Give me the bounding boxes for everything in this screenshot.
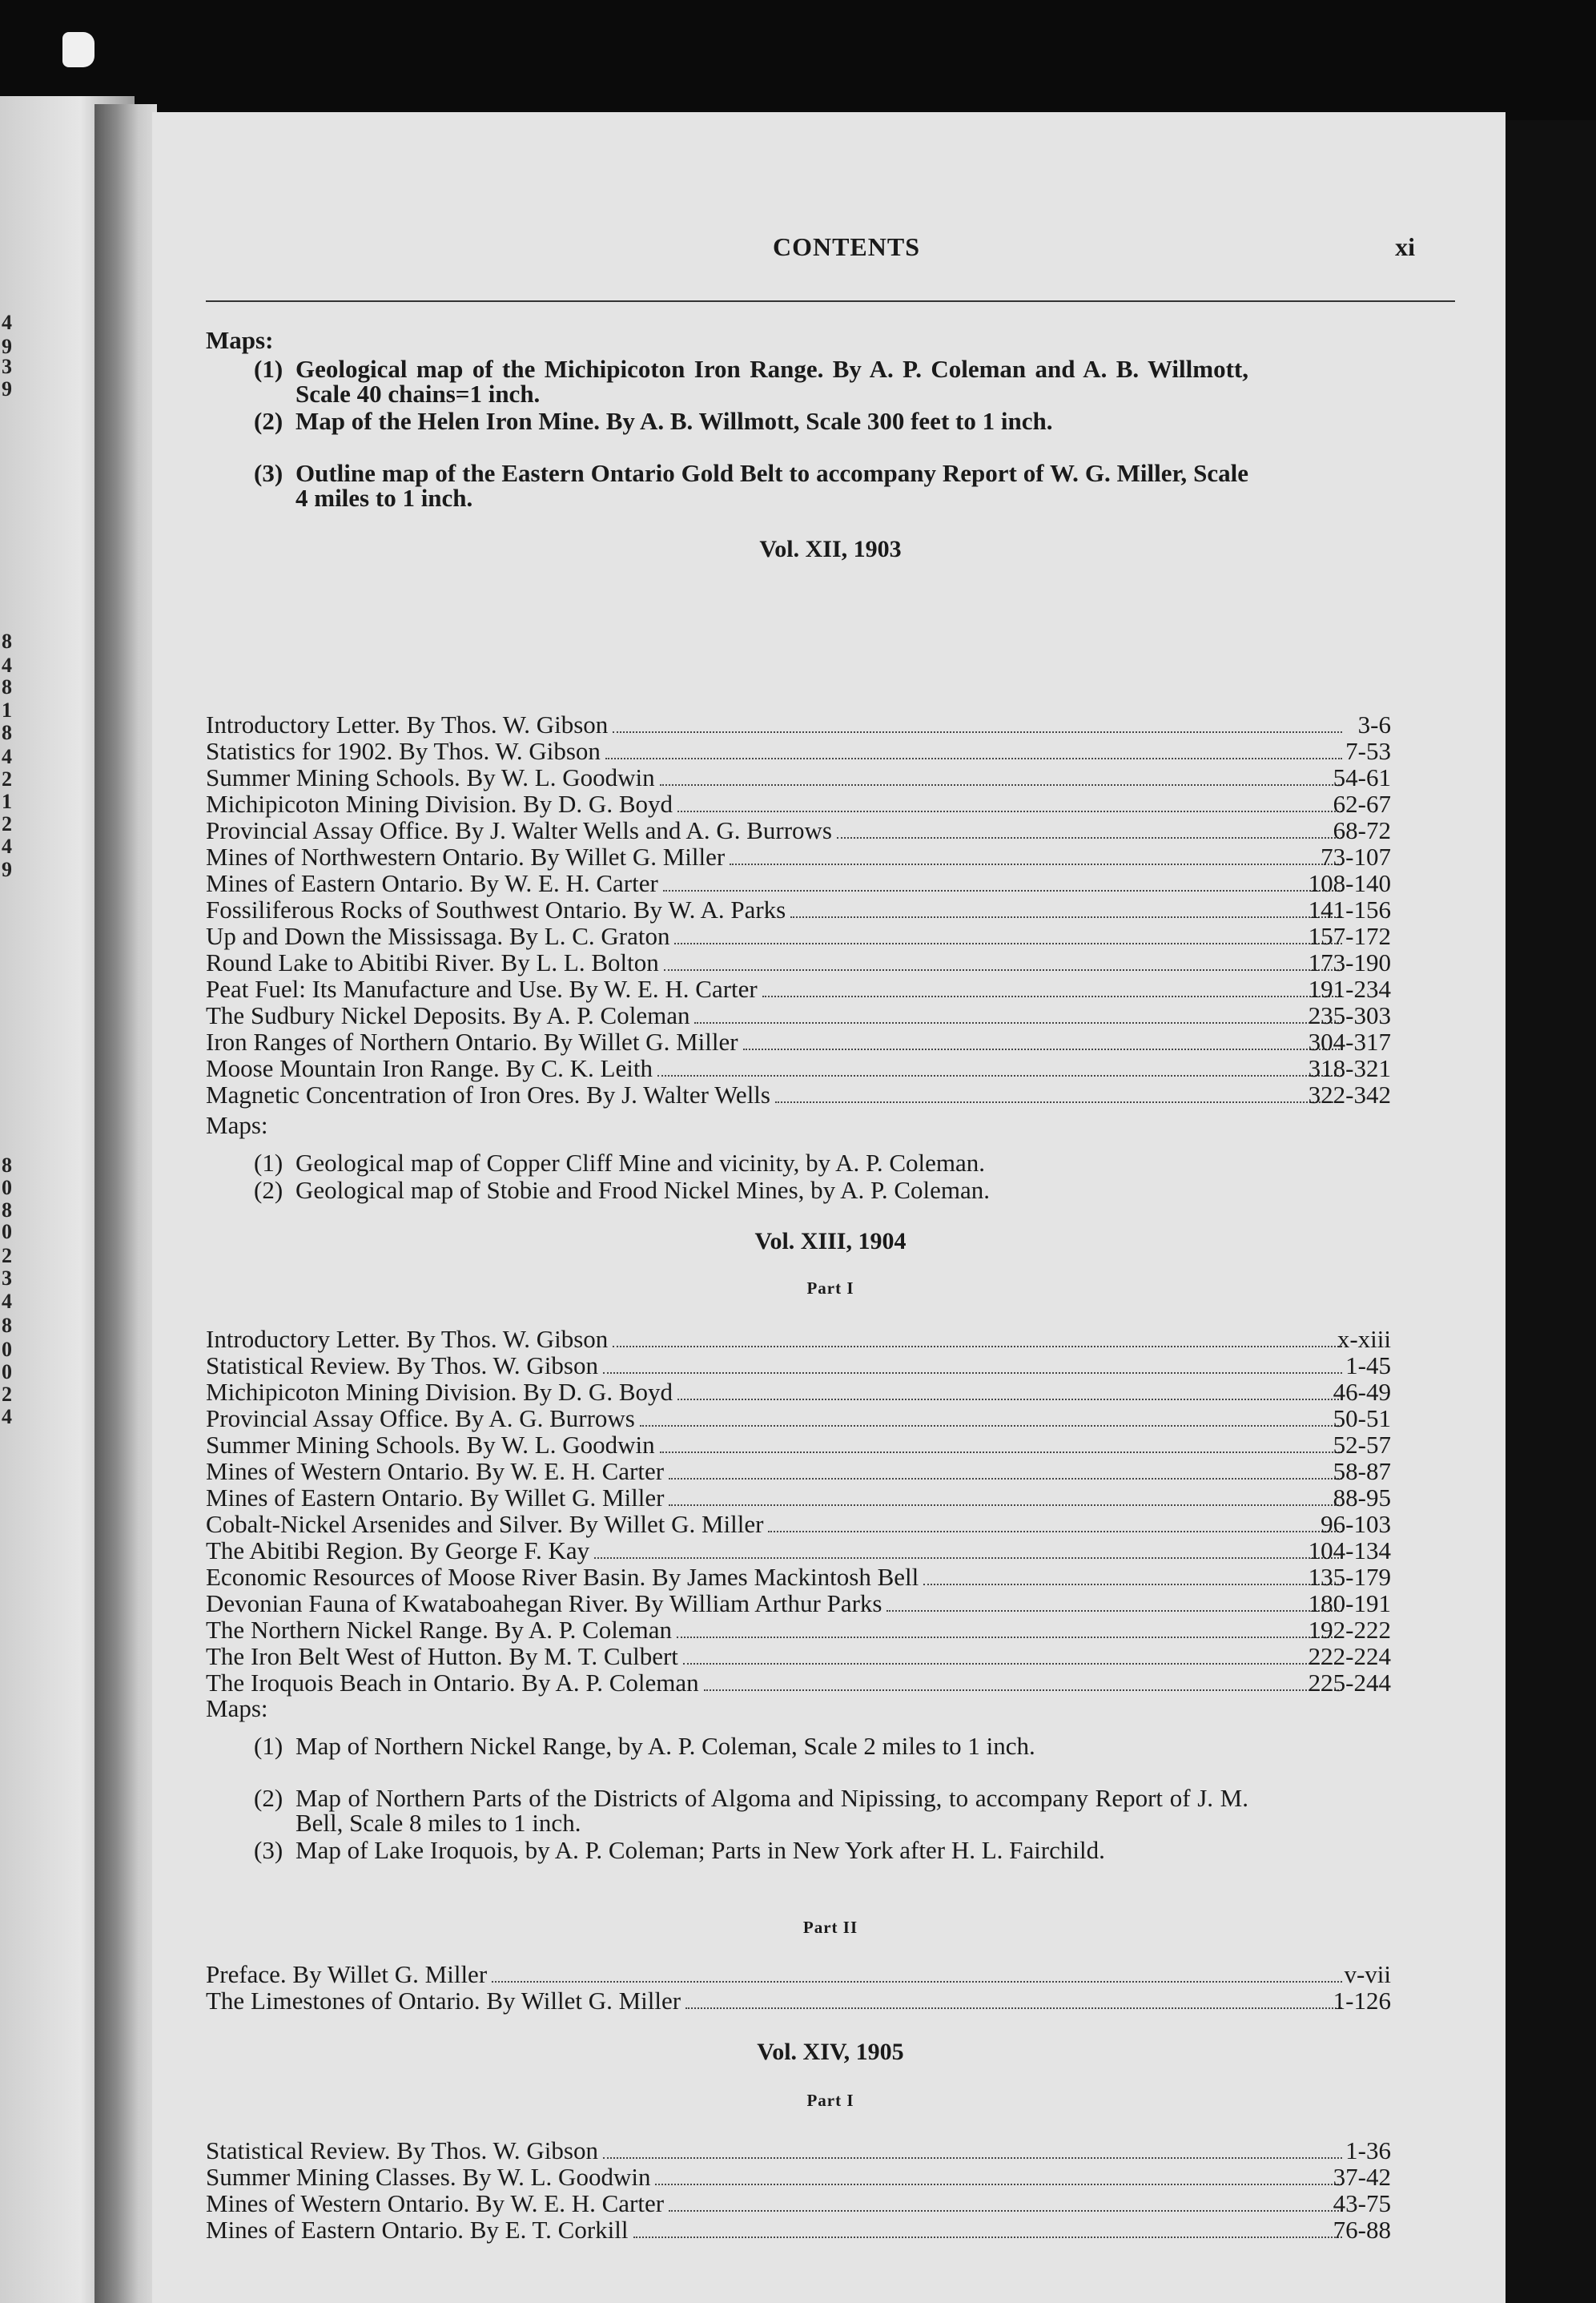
entry-title: The Abitibi Region. By George F. Kay bbox=[206, 1536, 590, 1564]
margin-char: 4 bbox=[2, 311, 12, 334]
entry-pages: 180-191 bbox=[1308, 1589, 1391, 1617]
entry-pages: 62-67 bbox=[1333, 790, 1391, 818]
maps-label: Maps: bbox=[206, 1694, 268, 1722]
margin-char: 8 bbox=[2, 1314, 12, 1337]
entry-pages: 52-57 bbox=[1333, 1431, 1391, 1459]
entry-title: Introductory Letter. By Thos. W. Gibson bbox=[206, 711, 609, 739]
entry-title: The Limestones of Ontario. By Willet G. Miller bbox=[206, 1987, 681, 2015]
toc-entry bbox=[206, 1987, 1391, 2015]
entry-title: Introductory Letter. By Thos. W. Gibson bbox=[206, 1325, 609, 1353]
toc-entry bbox=[206, 763, 1391, 791]
toc-entry bbox=[206, 1351, 1391, 1379]
entry-pages: 318-321 bbox=[1308, 1054, 1391, 1082]
entry-pages: 73-107 bbox=[1321, 843, 1391, 871]
entry-pages: 37-42 bbox=[1333, 2163, 1391, 2191]
dot-leader bbox=[633, 2217, 1343, 2238]
toc-entry bbox=[206, 1001, 1391, 1029]
entry-title: Statistical Review. By Thos. W. Gibson bbox=[206, 1351, 598, 1379]
dot-leader bbox=[669, 1485, 1342, 1506]
entry-pages: 1-126 bbox=[1333, 1987, 1391, 2015]
dot-leader bbox=[492, 1962, 1342, 1983]
dot-leader bbox=[613, 712, 1342, 733]
margin-char: 3 bbox=[2, 355, 12, 378]
toc-entry bbox=[206, 843, 1391, 871]
margin-char: 4 bbox=[2, 654, 12, 677]
entry-title: Mines of Eastern Ontario. By Willet G. Miller bbox=[206, 1484, 665, 1512]
dot-leader bbox=[640, 1406, 1342, 1427]
entry-pages: 222-224 bbox=[1308, 1642, 1391, 1670]
maps-label: Maps: bbox=[206, 326, 274, 354]
book-spine bbox=[94, 104, 157, 2303]
map-item: (3) Map of Lake Iroquois, by A. P. Coleman; Parts in New York after H. L. Fairchild. bbox=[254, 1836, 1105, 1864]
toc-entry bbox=[206, 1642, 1391, 1670]
dot-leader bbox=[685, 1988, 1342, 2009]
entry-pages: 46-49 bbox=[1333, 1378, 1391, 1406]
margin-char: 1 bbox=[2, 790, 12, 813]
entry-title: Mines of Eastern Ontario. By W. E. H. Carter bbox=[206, 869, 658, 897]
toc-entry bbox=[206, 1378, 1391, 1406]
dot-leader bbox=[674, 924, 1342, 944]
toc-entry bbox=[206, 790, 1391, 818]
entry-title: Fossiliferous Rocks of Southwest Ontario. By W. A. Parks bbox=[206, 896, 786, 924]
dot-leader bbox=[694, 1003, 1342, 1024]
margin-char: 8 bbox=[2, 675, 12, 699]
entry-title: Statistics for 1902. By Thos. W. Gibson bbox=[206, 737, 601, 765]
part-heading: Part II bbox=[802, 1918, 858, 1937]
toc-entry bbox=[206, 1563, 1391, 1591]
entry-pages: 7-53 bbox=[1345, 737, 1391, 765]
entry-title: Provincial Assay Office. By J. Walter Wells and A. G. Burrows bbox=[206, 816, 832, 844]
entry-pages: 1-45 bbox=[1345, 1351, 1391, 1379]
margin-char: 0 bbox=[2, 1338, 12, 1361]
dot-leader bbox=[669, 2191, 1342, 2212]
entry-pages: 104-134 bbox=[1308, 1536, 1391, 1564]
entry-title: Economic Resources of Moose River Basin. By James Mackintosh Bell bbox=[206, 1563, 919, 1591]
entry-title: Magnetic Concentration of Iron Ores. By J. Walter Wells bbox=[206, 1081, 770, 1109]
entry-title: The Northern Nickel Range. By A. P. Coleman bbox=[206, 1616, 673, 1644]
margin-char: 0 bbox=[2, 1176, 12, 1199]
dot-leader bbox=[762, 976, 1342, 997]
toc-entry bbox=[206, 1484, 1391, 1512]
entry-pages: 68-72 bbox=[1333, 816, 1391, 844]
map-item: (2) Map of the Helen Iron Mine. By A. B. Willmott, Scale 300 feet to 1 inch. bbox=[254, 407, 1053, 435]
toc-entry bbox=[206, 1054, 1391, 1082]
entry-pages: 88-95 bbox=[1333, 1484, 1391, 1512]
entry-pages: 58-87 bbox=[1333, 1457, 1391, 1485]
toc-entry bbox=[206, 711, 1391, 739]
dot-leader bbox=[677, 791, 1342, 812]
entry-title: The Iron Belt West of Hutton. By M. T. Culbert bbox=[206, 1642, 678, 1670]
page-header bbox=[206, 232, 1455, 264]
entry-title: Statistical Review. By Thos. W. Gibson bbox=[206, 2136, 598, 2164]
toc-entry bbox=[206, 1431, 1391, 1459]
entry-pages: 225-244 bbox=[1308, 1669, 1391, 1697]
entry-pages: 76-88 bbox=[1333, 2216, 1391, 2244]
entry-title: Mines of Eastern Ontario. By E. T. Corkill bbox=[206, 2216, 629, 2244]
entry-title: Round Lake to Abitibi River. By L. L. Bolton bbox=[206, 948, 659, 976]
toc-entry bbox=[206, 922, 1391, 950]
margin-char: 9 bbox=[2, 377, 12, 401]
dot-leader bbox=[677, 1617, 1342, 1638]
toc-entry bbox=[206, 896, 1391, 924]
entry-pages: 1-36 bbox=[1345, 2136, 1391, 2164]
margin-char: 2 bbox=[2, 1383, 12, 1406]
entry-title: Peat Fuel: Its Manufacture and Use. By W. E. H. Carter bbox=[206, 975, 758, 1003]
map-item: (1) Geological map of Copper Cliff Mine and vicinity, by A. P. Coleman. bbox=[254, 1149, 985, 1177]
dot-leader bbox=[603, 1353, 1342, 1374]
dot-leader bbox=[730, 844, 1342, 865]
entry-title: Michipicoton Mining Division. By D. G. Boyd bbox=[206, 790, 673, 818]
entry-title: Summer Mining Classes. By W. L. Goodwin bbox=[206, 2163, 651, 2191]
dot-leader bbox=[704, 1670, 1342, 1691]
dot-leader bbox=[594, 1538, 1342, 1559]
margin-char: 2 bbox=[2, 767, 12, 791]
margin-char: 4 bbox=[2, 745, 12, 768]
dot-leader bbox=[775, 1082, 1342, 1103]
toc-entry bbox=[206, 1028, 1391, 1056]
toc-entry bbox=[206, 2163, 1391, 2191]
margin-char: 1 bbox=[2, 699, 12, 722]
entry-title: The Sudbury Nickel Deposits. By A. P. Coleman bbox=[206, 1001, 690, 1029]
margin-char: 9 bbox=[2, 335, 12, 358]
dot-leader bbox=[660, 765, 1342, 786]
entry-pages: 108-140 bbox=[1308, 869, 1391, 897]
dot-leader bbox=[837, 818, 1342, 839]
volume-heading: Vol. XII, 1903 bbox=[759, 536, 902, 562]
toc-entry bbox=[206, 975, 1391, 1003]
map-item: (2) Map of Northern Parts of the Districts of Algoma and Nipissing, to accompany Report of J. M. Bell, Scale 8 miles to 1 inch. bbox=[254, 1784, 1248, 1837]
header-rule bbox=[206, 300, 1455, 302]
margin-char: 9 bbox=[2, 858, 12, 881]
margin-char: 2 bbox=[2, 812, 12, 835]
entry-pages: 173-190 bbox=[1308, 948, 1391, 976]
margin-char: 3 bbox=[2, 1266, 12, 1290]
scan-mark bbox=[62, 32, 94, 67]
contents-page bbox=[152, 112, 1506, 2303]
entry-pages: 235-303 bbox=[1308, 1001, 1391, 1029]
margin-char: 4 bbox=[2, 835, 12, 858]
entry-title: Moose Mountain Iron Range. By C. K. Leith bbox=[206, 1054, 653, 1082]
dot-leader bbox=[655, 2164, 1342, 2185]
entry-pages: 3-6 bbox=[1357, 711, 1391, 739]
margin-char: 8 bbox=[2, 630, 12, 653]
dot-leader bbox=[669, 1459, 1342, 1480]
entry-title: Up and Down the Mississaga. By L. C. Graton bbox=[206, 922, 670, 950]
toc-entry bbox=[206, 1510, 1391, 1538]
dot-leader bbox=[768, 1512, 1342, 1532]
dot-leader bbox=[657, 1056, 1342, 1077]
dot-leader bbox=[743, 1029, 1342, 1050]
entry-title: Mines of Northwestern Ontario. By Willet G. Miller bbox=[206, 843, 726, 871]
page-title: CONTENTS bbox=[772, 232, 921, 261]
map-item: (1) Map of Northern Nickel Range, by A. P. Coleman, Scale 2 miles to 1 inch. bbox=[254, 1732, 1035, 1760]
margin-char: 0 bbox=[2, 1220, 12, 1243]
margin-char: 8 bbox=[2, 1198, 12, 1222]
entry-title: Devonian Fauna of Kwataboahegan River. By William Arthur Parks bbox=[206, 1589, 882, 1617]
margin-char: 4 bbox=[2, 1405, 12, 1428]
toc-entry bbox=[206, 2136, 1391, 2164]
toc-entry bbox=[206, 2216, 1391, 2244]
entry-pages: 96-103 bbox=[1321, 1510, 1391, 1538]
toc-entry bbox=[206, 1081, 1391, 1109]
entry-title: Mines of Western Ontario. By W. E. H. Carter bbox=[206, 1457, 665, 1485]
entry-pages: 50-51 bbox=[1333, 1404, 1391, 1432]
toc-entry bbox=[206, 816, 1391, 844]
toc-entry bbox=[206, 1960, 1391, 1988]
entry-title: The Iroquois Beach in Ontario. By A. P. Coleman bbox=[206, 1669, 699, 1697]
volume-heading: Vol. XIII, 1904 bbox=[754, 1228, 907, 1254]
entry-pages: 304-317 bbox=[1308, 1028, 1391, 1056]
toc-entry bbox=[206, 1404, 1391, 1432]
toc-entry bbox=[206, 1325, 1391, 1353]
margin-char: 8 bbox=[2, 721, 12, 744]
toc-entry bbox=[206, 1457, 1391, 1485]
entry-title: Preface. By Willet G. Miller bbox=[206, 1960, 488, 1988]
margin-char: 0 bbox=[2, 1360, 12, 1383]
toc-entry bbox=[206, 1589, 1391, 1617]
margin-char: 4 bbox=[2, 1290, 12, 1313]
toc-entry bbox=[206, 948, 1391, 976]
margin-char: 8 bbox=[2, 1154, 12, 1177]
map-item: (2) Geological map of Stobie and Frood Nickel Mines, by A. P. Coleman. bbox=[254, 1176, 991, 1204]
map-item: (1) Geological map of the Michipicoton Iron Range. By A. P. Coleman and A. B. Willmott, Scale 40 chains=1 inch. bbox=[254, 355, 1248, 408]
entry-pages: 135-179 bbox=[1308, 1563, 1391, 1591]
entry-pages: x-xiii bbox=[1337, 1325, 1391, 1353]
entry-title: Summer Mining Schools. By W. L. Goodwin bbox=[206, 1431, 655, 1459]
dot-leader bbox=[664, 950, 1342, 971]
toc-entry bbox=[206, 1669, 1391, 1697]
dot-leader bbox=[613, 1327, 1342, 1347]
entry-pages: 141-156 bbox=[1308, 896, 1391, 924]
page-number: xi bbox=[1395, 232, 1415, 261]
entry-pages: v-vii bbox=[1344, 1960, 1391, 1988]
dot-leader bbox=[663, 871, 1342, 892]
entry-title: Summer Mining Schools. By W. L. Goodwin bbox=[206, 763, 655, 791]
part-heading: Part I bbox=[806, 1278, 854, 1298]
margin-char: 2 bbox=[2, 1244, 12, 1267]
toc-entry bbox=[206, 869, 1391, 897]
toc-entry bbox=[206, 1616, 1391, 1644]
map-item: (3) Outline map of the Eastern Ontario Gold Belt to accompany Report of W. G. Miller, Scale 4 miles to 1 inch. bbox=[254, 459, 1248, 512]
dot-leader bbox=[605, 739, 1342, 759]
entry-pages: 192-222 bbox=[1308, 1616, 1391, 1644]
entry-title: Michipicoton Mining Division. By D. G. Boyd bbox=[206, 1378, 673, 1406]
dot-leader bbox=[603, 2138, 1342, 2159]
toc-entry bbox=[206, 737, 1391, 765]
volume-heading: Vol. XIV, 1905 bbox=[757, 2039, 904, 2065]
entry-title: Iron Ranges of Northern Ontario. By Willet G. Miller bbox=[206, 1028, 738, 1056]
entry-pages: 43-75 bbox=[1333, 2189, 1391, 2217]
dot-leader bbox=[683, 1644, 1342, 1665]
entry-pages: 322-342 bbox=[1308, 1081, 1391, 1109]
dot-leader bbox=[660, 1432, 1342, 1453]
scan-border bbox=[1506, 120, 1596, 2303]
part-heading: Part I bbox=[806, 2091, 854, 2110]
entry-title: Mines of Western Ontario. By W. E. H. Carter bbox=[206, 2189, 665, 2217]
maps-label: Maps: bbox=[206, 1111, 268, 1139]
entry-title: Cobalt-Nickel Arsenides and Silver. By Willet G. Miller bbox=[206, 1510, 764, 1538]
dot-leader bbox=[790, 897, 1342, 918]
entry-title: Provincial Assay Office. By A. G. Burrows bbox=[206, 1404, 635, 1432]
entry-pages: 54-61 bbox=[1333, 763, 1391, 791]
entry-pages: 157-172 bbox=[1308, 922, 1391, 950]
toc-entry bbox=[206, 1536, 1391, 1564]
toc-entry bbox=[206, 2189, 1391, 2217]
entry-pages: 191-234 bbox=[1308, 975, 1391, 1003]
dot-leader bbox=[677, 1379, 1342, 1400]
